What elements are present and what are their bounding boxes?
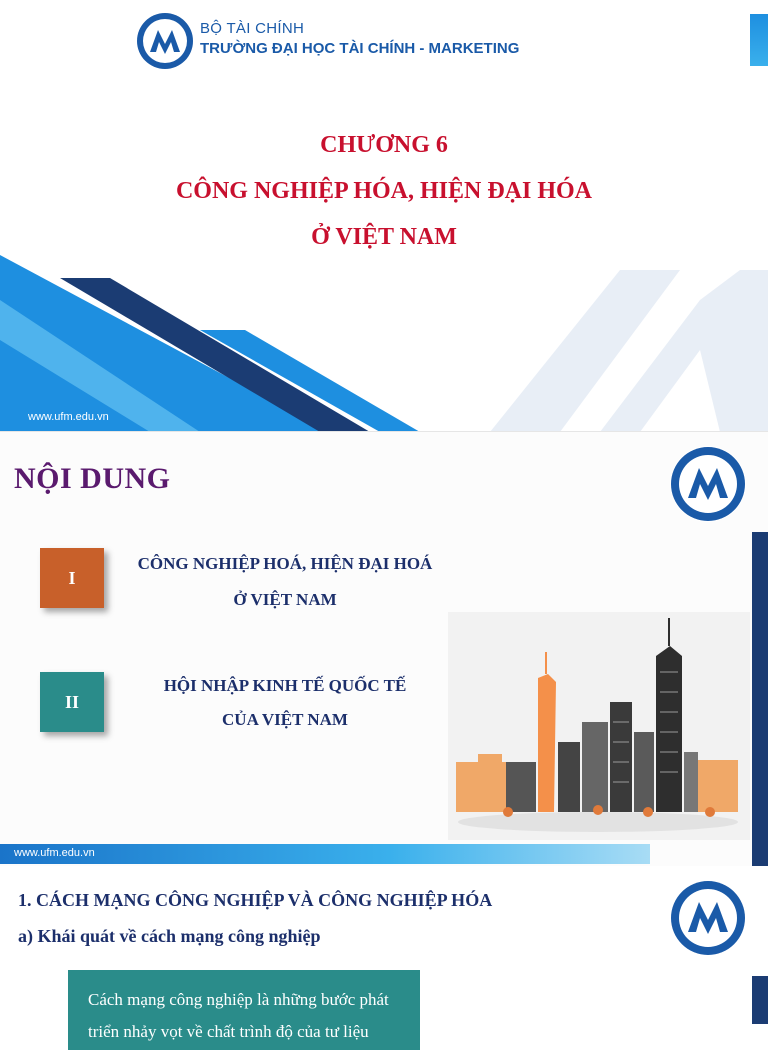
slide-title <box>0 0 768 432</box>
definition-line2: triển nhảy vọt về chất trình độ của tư liệu <box>88 1022 369 1041</box>
chapter-subtitle-line1: CÔNG NGHIỆP HÓA, HIỆN ĐẠI HÓA <box>175 178 593 204</box>
section-title-2-line2: CỦA VIỆT NAM <box>222 710 348 729</box>
website-footer: www.ufm.edu.vn <box>28 411 109 423</box>
definition-box <box>68 970 420 1050</box>
header-university: TRƯỜNG ĐẠI HỌC TÀI CHÍNH - MARKETING <box>200 40 520 57</box>
section-number-box-1: I <box>40 548 104 608</box>
slide-industrial-revolution <box>0 866 768 1041</box>
section-subheading: a) Khái quát về cách mạng công nghiệp <box>18 926 321 946</box>
right-accent-bar <box>752 532 768 866</box>
website-footer-band <box>0 844 650 864</box>
section-title-1-line2: Ở VIỆT NAM <box>233 590 337 609</box>
university-logo-round <box>670 880 746 956</box>
decorative-stripes <box>0 0 768 432</box>
chapter-title: CHƯƠNG 6 <box>320 132 448 158</box>
section-title-1-line1: CÔNG NGHIỆP HOÁ, HIỆN ĐẠI HOÁ <box>137 554 433 573</box>
section-title-2-line1: HỘI NHẬP KINH TẾ QUỐC TẾ <box>163 676 407 695</box>
chapter-subtitle-line2: Ở VIỆT NAM <box>311 224 457 250</box>
website-footer: www.ufm.edu.vn <box>14 847 95 859</box>
section-heading: 1. CÁCH MẠNG CÔNG NGHIỆP VÀ CÔNG NGHIỆP HÓA <box>18 890 493 910</box>
city-skyline-illustration <box>448 612 750 840</box>
university-logo-round <box>670 446 746 522</box>
contents-title: NỘI DUNG <box>14 462 171 495</box>
header-ministry: BỘ TÀI CHÍNH <box>200 20 305 37</box>
right-accent-bar <box>752 976 768 1024</box>
definition-line1: Cách mạng công nghiệp là những bước phát <box>88 990 389 1009</box>
slide-contents <box>0 432 768 866</box>
section-number-box-2: II <box>40 672 104 732</box>
